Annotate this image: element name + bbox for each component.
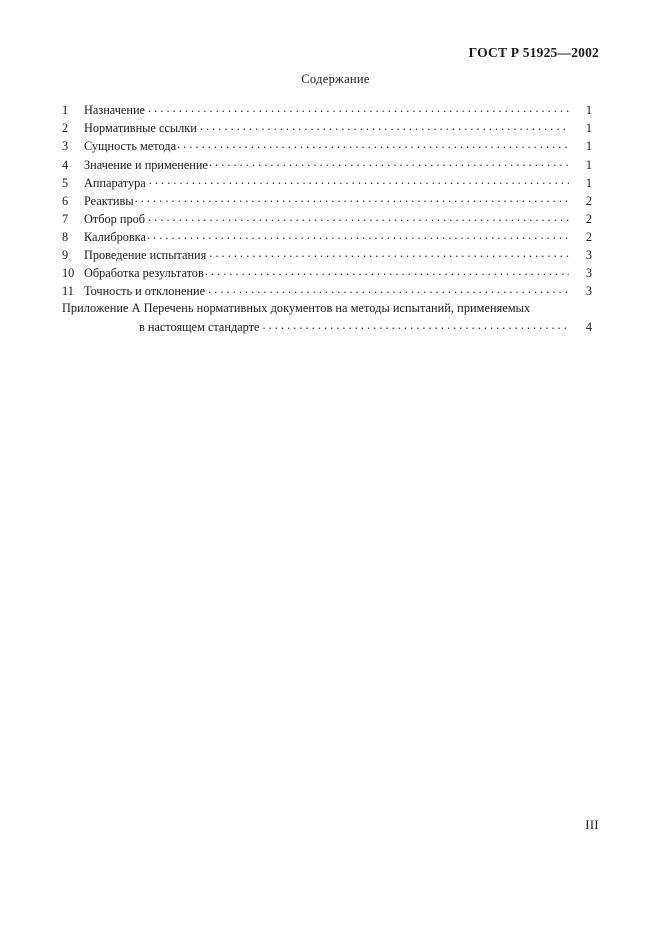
toc-entry-number: 5 [62, 175, 69, 190]
toc-entry-label: Проведение испытания [84, 248, 207, 263]
toc-appendix-entry [62, 301, 592, 337]
dot-leader [200, 120, 569, 132]
toc-entry-number: 9 [62, 248, 69, 263]
toc-entry-label: Сущность метода [84, 139, 177, 154]
dot-leader [209, 247, 569, 259]
toc-row[interactable] [62, 174, 592, 192]
toc-row[interactable] [62, 283, 592, 301]
toc-entry-page-number: 1 [585, 139, 592, 154]
toc-entry-number: 1 [62, 103, 69, 118]
toc-entry-page-number: 1 [585, 157, 592, 172]
toc-entry-label: Значение и применение [84, 157, 208, 172]
toc-entry-label: Нормативные ссылки [84, 121, 197, 136]
toc-entry-page-number: 1 [585, 175, 592, 190]
toc-entry-number: 10 [62, 266, 75, 281]
toc-entry-label: Аппаратура [84, 175, 146, 190]
dot-leader [263, 319, 570, 331]
toc-entry-page-number: 3 [585, 248, 592, 263]
toc-row[interactable] [62, 229, 592, 247]
toc-row[interactable] [62, 265, 592, 283]
table-of-contents [62, 102, 592, 301]
toc-row[interactable] [62, 211, 592, 229]
toc-entry-number: 4 [62, 157, 69, 172]
toc-entry-number: 6 [62, 193, 69, 208]
toc-entry-number: 8 [62, 229, 69, 244]
dot-leader [135, 192, 569, 204]
toc-row[interactable] [62, 156, 592, 174]
toc-entry-page-number: 2 [585, 211, 592, 226]
toc-entry-page-number: 3 [585, 266, 592, 281]
dot-leader [209, 156, 569, 168]
toc-row[interactable] [62, 138, 592, 156]
toc-entry-page-number: 2 [585, 229, 592, 244]
toc-entry-number: 3 [62, 139, 69, 154]
dot-leader [147, 229, 569, 241]
toc-entry-page-number: 3 [585, 284, 592, 299]
toc-entry-number: 7 [62, 211, 69, 226]
toc-entry-label: Назначение [84, 103, 146, 118]
toc-entry-label: Калибровка [84, 229, 146, 244]
toc-row[interactable] [62, 102, 592, 120]
toc-appendix-page-number: 4 [585, 320, 592, 335]
dot-leader [148, 102, 569, 114]
page-title [0, 72, 661, 87]
dot-leader [205, 265, 569, 277]
toc-appendix-line-1: Приложение А Перечень нормативных документов на методы испытаний, применяемых [62, 301, 531, 315]
toc-appendix-line-2 [62, 319, 592, 337]
toc-row[interactable] [62, 192, 592, 210]
toc-entry-page-number: 1 [585, 121, 592, 136]
toc-row[interactable] [62, 247, 592, 265]
toc-appendix-label: в настоящем стандарте [139, 320, 260, 335]
toc-entry-label: Реактивы [84, 193, 134, 208]
toc-row[interactable] [62, 120, 592, 138]
toc-entry-number: 2 [62, 121, 69, 136]
page-title-text: Содержание [301, 72, 370, 86]
dot-leader [177, 138, 569, 150]
toc-entry-page-number: 2 [585, 193, 592, 208]
dot-leader [208, 283, 569, 295]
folio-page-number: III [585, 818, 599, 832]
toc-entry-label: Точность и отклонение [84, 284, 206, 299]
toc-entry-page-number: 1 [585, 103, 592, 118]
standard-number-header: ГОСТ Р 51925—2002 [468, 45, 599, 60]
toc-entry-label: Обработка результатов [84, 266, 204, 281]
toc-entry-number: 11 [62, 284, 74, 299]
toc-entry-label: Отбор проб [84, 211, 146, 226]
dot-leader [149, 174, 569, 186]
dot-leader [148, 211, 569, 223]
